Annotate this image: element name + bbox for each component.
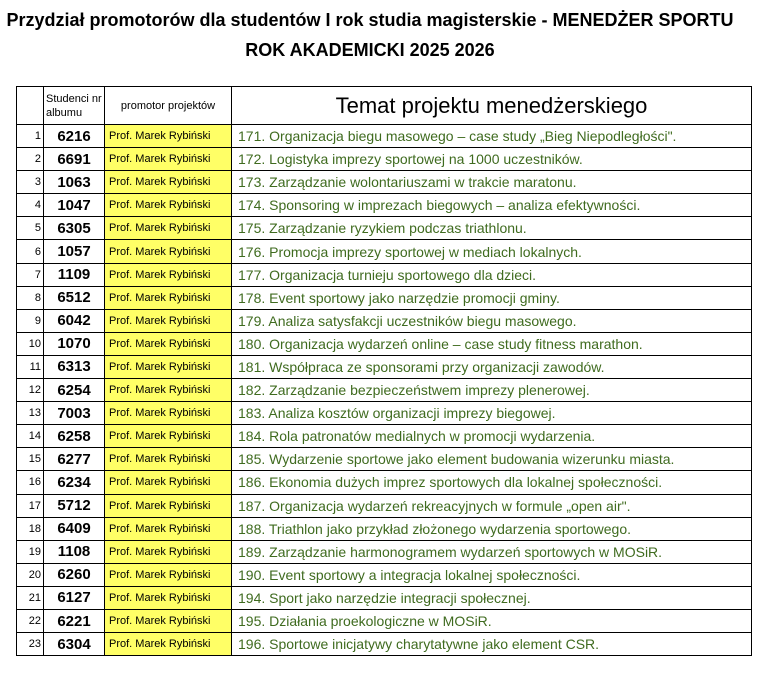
project-topic: 173. Zarządzanie wolontariuszami w trakcie maratonu. [232,171,752,194]
table-row [17,263,752,286]
album-number: 6254 [44,379,105,402]
promotor-name: Prof. Marek Rybiński [105,194,232,217]
table-row [17,540,752,563]
project-topic: 195. Działania proekologiczne w MOSiR. [232,609,752,632]
promotor-name: Prof. Marek Rybiński [105,125,232,148]
table-row [17,194,752,217]
row-index: 19 [17,540,44,563]
page-title: Przydział promotorów dla studentów I rok studia magisterskie - MENEDŻER SPORTU [6,10,734,30]
promotor-name: Prof. Marek Rybiński [105,402,232,425]
promotor-name: Prof. Marek Rybiński [105,148,232,171]
album-number: 1108 [44,540,105,563]
project-topic: 183. Analiza kosztów organizacji imprezy biegowej. [232,402,752,425]
project-topic: 179. Analiza satysfakcji uczestników biegu masowego. [232,309,752,332]
row-index: 6 [17,240,44,263]
promotor-name: Prof. Marek Rybiński [105,379,232,402]
row-index: 22 [17,609,44,632]
album-number: 1047 [44,194,105,217]
row-index: 12 [17,379,44,402]
row-index: 16 [17,471,44,494]
row-index: 20 [17,563,44,586]
table-row [17,563,752,586]
project-topic: 182. Zarządzanie bezpieczeństwem imprezy plenerowej. [232,379,752,402]
header-index [17,87,44,125]
row-index: 13 [17,402,44,425]
project-topic: 196. Sportowe inicjatywy charytatywne jako element CSR. [232,633,752,656]
table-body [17,125,752,656]
project-topic: 189. Zarządzanie harmonogramem wydarzeń sportowych w MOSiR. [232,540,752,563]
promotor-name: Prof. Marek Rybiński [105,494,232,517]
project-topic: 187. Organizacja wydarzeń rekreacyjnych w formule „open air". [232,494,752,517]
promotor-name: Prof. Marek Rybiński [105,286,232,309]
project-topic: 178. Event sportowy jako narzędzie promocji gminy. [232,286,752,309]
album-number: 6216 [44,125,105,148]
table-row [17,633,752,656]
album-number: 6260 [44,563,105,586]
album-number: 6512 [44,286,105,309]
row-index: 18 [17,517,44,540]
table-row [17,471,752,494]
row-index: 2 [17,148,44,171]
row-index: 3 [17,171,44,194]
table-row [17,171,752,194]
album-number: 6127 [44,586,105,609]
promotor-name: Prof. Marek Rybiński [105,425,232,448]
row-index: 4 [17,194,44,217]
page-subtitle: ROK AKADEMICKI 2025 2026 [245,40,495,60]
promotor-name: Prof. Marek Rybiński [105,471,232,494]
table-row [17,402,752,425]
table-row [17,586,752,609]
project-topic: 188. Triathlon jako przykład złożonego wydarzenia sportowego. [232,517,752,540]
row-index: 9 [17,309,44,332]
project-topic: 181. Współpraca ze sponsorami przy organizacji zawodów. [232,355,752,378]
project-topic: 190. Event sportowy a integracja lokalnej społeczności. [232,563,752,586]
row-index: 7 [17,263,44,286]
project-topic: 186. Ekonomia dużych imprez sportowych dla lokalnej społeczności. [232,471,752,494]
album-number: 1057 [44,240,105,263]
album-number: 6234 [44,471,105,494]
header-album: Studenci nr albumu [44,87,105,125]
promotor-name: Prof. Marek Rybiński [105,217,232,240]
table-row [17,309,752,332]
album-number: 6221 [44,609,105,632]
album-number: 6691 [44,148,105,171]
row-index: 5 [17,217,44,240]
table-row [17,240,752,263]
table-row [17,148,752,171]
project-topic: 184. Rola patronatów medialnych w promocji wydarzenia. [232,425,752,448]
album-number: 1109 [44,263,105,286]
promotor-name: Prof. Marek Rybiński [105,633,232,656]
assignment-table [16,86,752,656]
promotor-name: Prof. Marek Rybiński [105,332,232,355]
album-number: 6277 [44,448,105,471]
row-index: 17 [17,494,44,517]
row-index: 21 [17,586,44,609]
header-topic: Temat projektu menedżerskiego [232,87,752,125]
promotor-name: Prof. Marek Rybiński [105,563,232,586]
album-number: 6258 [44,425,105,448]
promotor-name: Prof. Marek Rybiński [105,448,232,471]
project-topic: 180. Organizacja wydarzeń online – case study fitness marathon. [232,332,752,355]
promotor-name: Prof. Marek Rybiński [105,609,232,632]
table-row [17,379,752,402]
project-topic: 171. Organizacja biegu masowego – case study „Bieg Niepodległości". [232,125,752,148]
promotor-name: Prof. Marek Rybiński [105,171,232,194]
promotor-name: Prof. Marek Rybiński [105,517,232,540]
project-topic: 185. Wydarzenie sportowe jako element budowania wizerunku miasta. [232,448,752,471]
row-index: 23 [17,633,44,656]
album-number: 6409 [44,517,105,540]
table-header-row [17,87,752,125]
album-number: 6305 [44,217,105,240]
project-topic: 174. Sponsoring w imprezach biegowych – analiza efektywności. [232,194,752,217]
row-index: 10 [17,332,44,355]
album-number: 6313 [44,355,105,378]
album-number: 5712 [44,494,105,517]
table-row [17,494,752,517]
project-topic: 176. Promocja imprezy sportowej w mediach lokalnych. [232,240,752,263]
row-index: 8 [17,286,44,309]
table-row [17,425,752,448]
row-index: 14 [17,425,44,448]
project-topic: 175. Zarządzanie ryzykiem podczas triathlonu. [232,217,752,240]
row-index: 1 [17,125,44,148]
table-row [17,609,752,632]
project-topic: 172. Logistyka imprezy sportowej na 1000 uczestników. [232,148,752,171]
table-row [17,332,752,355]
row-index: 15 [17,448,44,471]
album-number: 6042 [44,309,105,332]
promotor-name: Prof. Marek Rybiński [105,586,232,609]
table-row [17,217,752,240]
table-row [17,448,752,471]
table-row [17,286,752,309]
table-row [17,517,752,540]
project-topic: 177. Organizacja turnieju sportowego dla dzieci. [232,263,752,286]
promotor-name: Prof. Marek Rybiński [105,263,232,286]
album-number: 7003 [44,402,105,425]
album-number: 1070 [44,332,105,355]
promotor-name: Prof. Marek Rybiński [105,355,232,378]
table-row [17,355,752,378]
row-index: 11 [17,355,44,378]
promotor-name: Prof. Marek Rybiński [105,309,232,332]
project-topic: 194. Sport jako narzędzie integracji społecznej. [232,586,752,609]
header-promotor: promotor projektów [105,87,232,125]
album-number: 1063 [44,171,105,194]
table-row [17,125,752,148]
promotor-name: Prof. Marek Rybiński [105,540,232,563]
album-number: 6304 [44,633,105,656]
promotor-name: Prof. Marek Rybiński [105,240,232,263]
